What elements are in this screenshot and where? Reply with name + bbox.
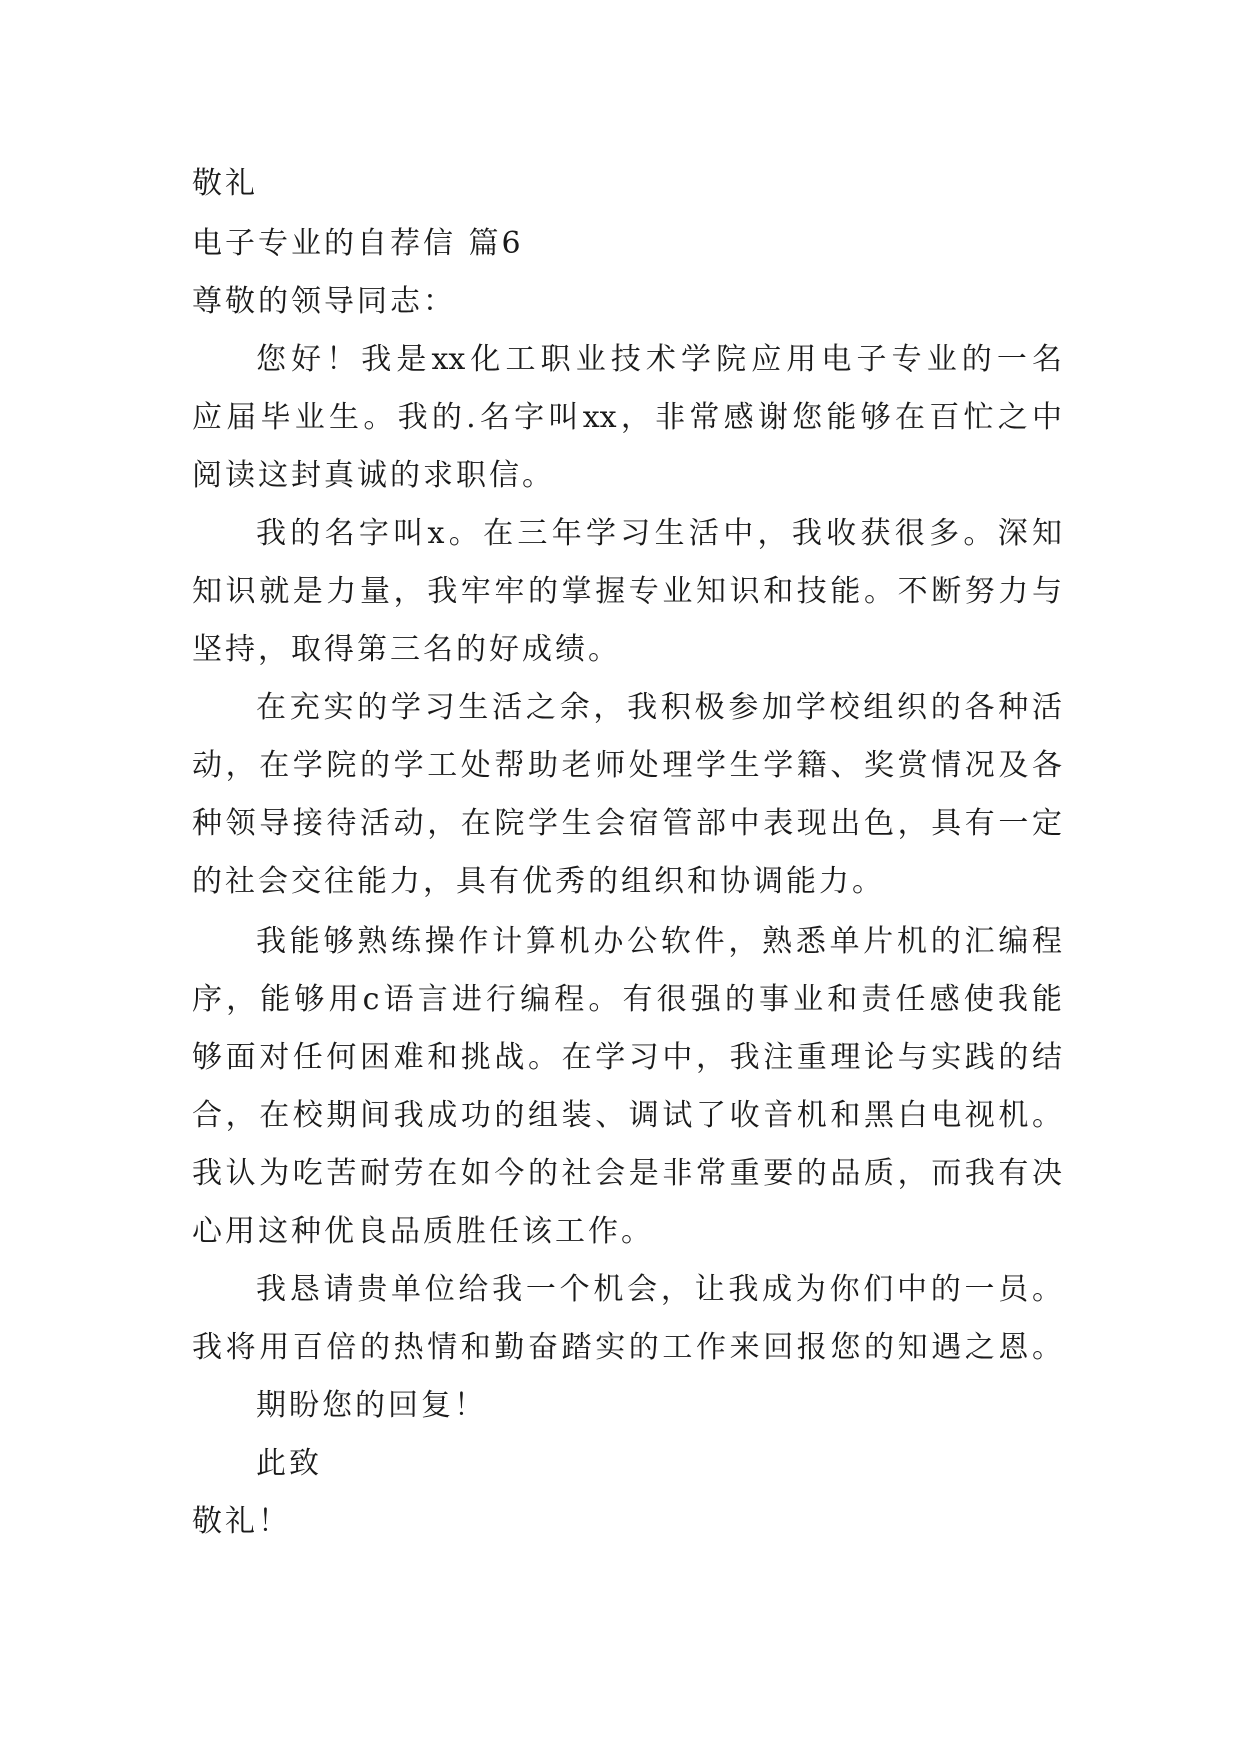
paragraph-2-line-1: 我的名字叫x。在三年学习生活中，我收获很多。深知 xyxy=(256,516,1062,551)
paragraph-2-line-3: 坚持，取得第三名的好成绩。 xyxy=(192,632,621,667)
paragraph-4-line-4: 合，在校期间我成功的组装、调试了收音机和黑白电视机。 xyxy=(192,1098,1062,1133)
paragraph-1-line-1: 您好！我是xx化工职业技术学院应用电子专业的一名 xyxy=(256,342,1062,377)
paragraph-4-line-2: 序，能够用c语言进行编程。有很强的事业和责任感使我能 xyxy=(192,982,1062,1017)
paragraph-2-line-2: 知识就是力量，我牢牢的掌握专业知识和技能。不断努力与 xyxy=(192,574,1062,609)
section-title: 电子专业的自荐信 篇6 xyxy=(192,226,524,261)
closing-salutation-1: 敬礼 xyxy=(192,166,258,201)
paragraph-3-line-2: 动，在学院的学工处帮助老师处理学生学籍、奖赏情况及各 xyxy=(192,748,1062,783)
closing-cizhi: 此致 xyxy=(256,1446,322,1481)
greeting: 尊敬的领导同志： xyxy=(192,284,456,319)
paragraph-4-line-3: 够面对任何困难和挑战。在学习中，我注重理论与实践的结 xyxy=(192,1040,1062,1075)
paragraph-3-line-1: 在充实的学习生活之余，我积极参加学校组织的各种活 xyxy=(256,690,1062,725)
paragraph-4-line-6: 心用这种优良品质胜任该工作。 xyxy=(192,1214,654,1249)
closing-wish: 期盼您的回复！ xyxy=(256,1388,487,1423)
closing-salutation-2: 敬礼！ xyxy=(192,1504,291,1539)
paragraph-1-line-2: 应届毕业生。我的.名字叫xx，非常感谢您能够在百忙之中 xyxy=(192,400,1062,435)
paragraph-1-line-3: 阅读这封真诚的求职信。 xyxy=(192,458,555,493)
paragraph-5-line-1: 我恳请贵单位给我一个机会，让我成为你们中的一员。 xyxy=(256,1272,1062,1307)
paragraph-5-line-2: 我将用百倍的热情和勤奋踏实的工作来回报您的知遇之恩。 xyxy=(192,1330,1062,1365)
paragraph-4-line-5: 我认为吃苦耐劳在如今的社会是非常重要的品质，而我有决 xyxy=(192,1156,1062,1191)
paragraph-3-line-3: 种领导接待活动，在院学生会宿管部中表现出色，具有一定 xyxy=(192,806,1062,841)
paragraph-3-line-4: 的社会交往能力，具有优秀的组织和协调能力。 xyxy=(192,864,885,899)
paragraph-4-line-1: 我能够熟练操作计算机办公软件，熟悉单片机的汇编程 xyxy=(256,924,1062,959)
